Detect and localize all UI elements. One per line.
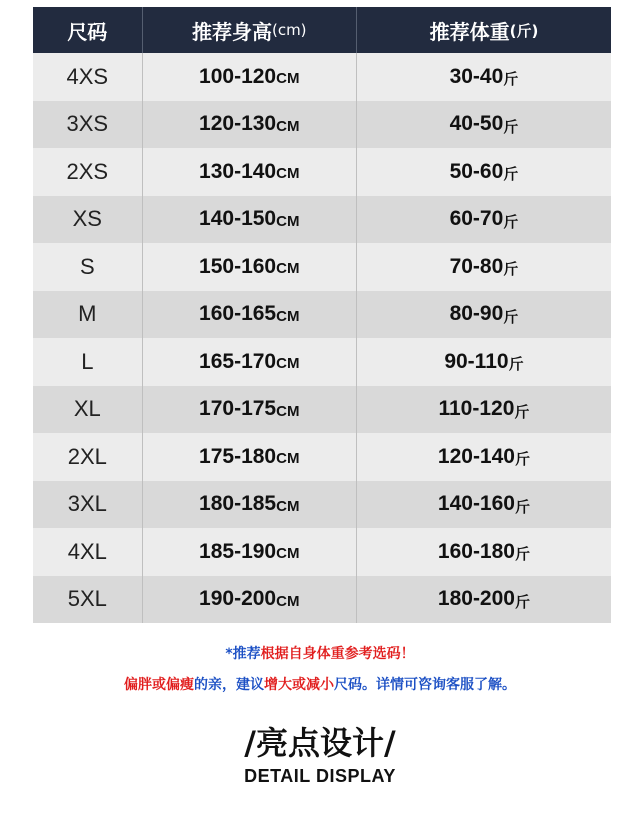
weight-cell [356, 196, 611, 244]
weight-value: 110-120 [438, 397, 515, 421]
height-value: 120-130 [199, 112, 277, 136]
height-unit: CM [276, 70, 300, 88]
weight-value: 160-180 [437, 539, 515, 563]
height-cell [142, 386, 356, 434]
weight-cell [356, 148, 611, 196]
recommendation-note [0, 643, 640, 663]
note-prefix: *推荐 [225, 646, 261, 662]
table-row [33, 528, 611, 576]
weight-cell [356, 53, 611, 101]
size-cell: XL [73, 396, 101, 422]
weight-value: 50-60 [449, 159, 504, 183]
weight-value: 180-200 [437, 587, 515, 611]
table-row [33, 338, 611, 386]
weight-unit: 斤 [508, 356, 524, 374]
size-chart-table [33, 7, 611, 623]
header-size-label: 尺码 [67, 19, 108, 44]
size-cell: L [81, 348, 94, 374]
height-value: 150-160 [199, 254, 277, 278]
note-advice-1: 的亲，建议 [194, 677, 264, 693]
table-row [33, 196, 611, 244]
header-size [33, 7, 142, 53]
height-unit: CM [276, 355, 300, 373]
height-cell [142, 243, 356, 291]
size-cell: 3XL [67, 491, 107, 517]
size-cell: M [78, 301, 97, 327]
section-subtitle: DETAIL DISPLAY [244, 766, 396, 786]
table-row [33, 386, 611, 434]
height-value: 130-140 [199, 159, 277, 183]
header-height-unit: (cm) [271, 21, 307, 39]
height-unit: CM [276, 260, 300, 278]
size-cell: 2XL [67, 443, 107, 469]
weight-cell [356, 433, 611, 481]
table-body [33, 53, 611, 623]
note-advice-2: 尺码。详情可咨询客服了解。 [334, 677, 516, 693]
header-height [142, 7, 356, 53]
table-row [33, 101, 611, 149]
weight-value: 60-70 [449, 207, 504, 231]
weight-cell [356, 386, 611, 434]
weight-value: 140-160 [437, 492, 515, 516]
weight-unit: 斤 [514, 546, 530, 564]
weight-unit: 斤 [503, 166, 519, 184]
size-cell: 4XS [66, 63, 109, 89]
size-cell: S [79, 253, 95, 279]
weight-unit: 斤 [514, 593, 530, 611]
height-unit: CM [276, 117, 300, 135]
height-value: 140-150 [199, 207, 277, 231]
height-unit: CM [276, 545, 300, 563]
table-row [33, 481, 611, 529]
header-height-label: 推荐身高 [191, 19, 272, 44]
height-value: 180-185 [199, 492, 277, 516]
height-cell [142, 291, 356, 339]
height-cell [142, 101, 356, 149]
height-unit: CM [276, 212, 300, 230]
weight-unit: 斤 [503, 261, 519, 279]
height-unit: CM [276, 307, 300, 325]
height-cell [142, 576, 356, 624]
weight-value: 80-90 [449, 302, 504, 326]
size-cell: 3XS [66, 111, 109, 137]
note-body-type: 偏胖或偏瘦 [124, 677, 194, 693]
weight-unit: 斤 [503, 118, 519, 136]
weight-value: 40-50 [449, 112, 504, 136]
weight-unit: 斤 [503, 308, 519, 326]
height-unit: CM [276, 402, 300, 420]
weight-unit: 斤 [503, 71, 519, 89]
weight-value: 30-40 [449, 64, 504, 88]
height-value: 175-180 [199, 444, 277, 468]
height-value: 185-190 [199, 539, 277, 563]
weight-unit: 斤 [514, 403, 530, 421]
note-main: 根据自身体重参考选码！ [260, 646, 415, 662]
height-unit: CM [276, 592, 300, 610]
height-cell [142, 528, 356, 576]
weight-unit: 斤 [514, 498, 530, 516]
height-value: 170-175 [199, 397, 277, 421]
table-row [33, 53, 611, 101]
weight-cell [356, 481, 611, 529]
height-value: 165-170 [199, 349, 277, 373]
header-weight-unit: (斤) [509, 21, 539, 40]
header-weight-label: 推荐体重 [429, 19, 510, 44]
height-unit: CM [276, 165, 300, 183]
table-row [33, 291, 611, 339]
size-cell: 4XL [67, 538, 107, 564]
header-weight [356, 7, 611, 53]
size-cell: XS [72, 206, 102, 232]
section-title: /亮点设计/ [244, 724, 396, 762]
weight-value: 70-80 [449, 254, 504, 278]
size-cell: 2XS [66, 158, 109, 184]
height-cell [142, 148, 356, 196]
height-cell [142, 196, 356, 244]
table-header [33, 7, 611, 53]
height-value: 160-165 [199, 302, 277, 326]
weight-unit: 斤 [514, 451, 530, 469]
height-unit: CM [276, 497, 300, 515]
height-value: 100-120 [199, 64, 277, 88]
fit-advice-note [0, 674, 640, 694]
weight-cell [356, 576, 611, 624]
height-cell [142, 338, 356, 386]
weight-cell [356, 243, 611, 291]
table-row [33, 243, 611, 291]
weight-cell [356, 338, 611, 386]
note-adjust: 增大或减小 [264, 677, 334, 693]
table-row [33, 576, 611, 624]
weight-unit: 斤 [503, 213, 519, 231]
height-cell [142, 53, 356, 101]
weight-value: 90-110 [444, 349, 509, 373]
table-row [33, 148, 611, 196]
height-cell [142, 433, 356, 481]
weight-cell [356, 291, 611, 339]
table-row [33, 433, 611, 481]
size-cell: 5XL [67, 586, 107, 612]
weight-cell [356, 528, 611, 576]
height-value: 190-200 [199, 587, 277, 611]
weight-value: 120-140 [437, 444, 515, 468]
height-cell [142, 481, 356, 529]
height-unit: CM [276, 450, 300, 468]
weight-cell [356, 101, 611, 149]
